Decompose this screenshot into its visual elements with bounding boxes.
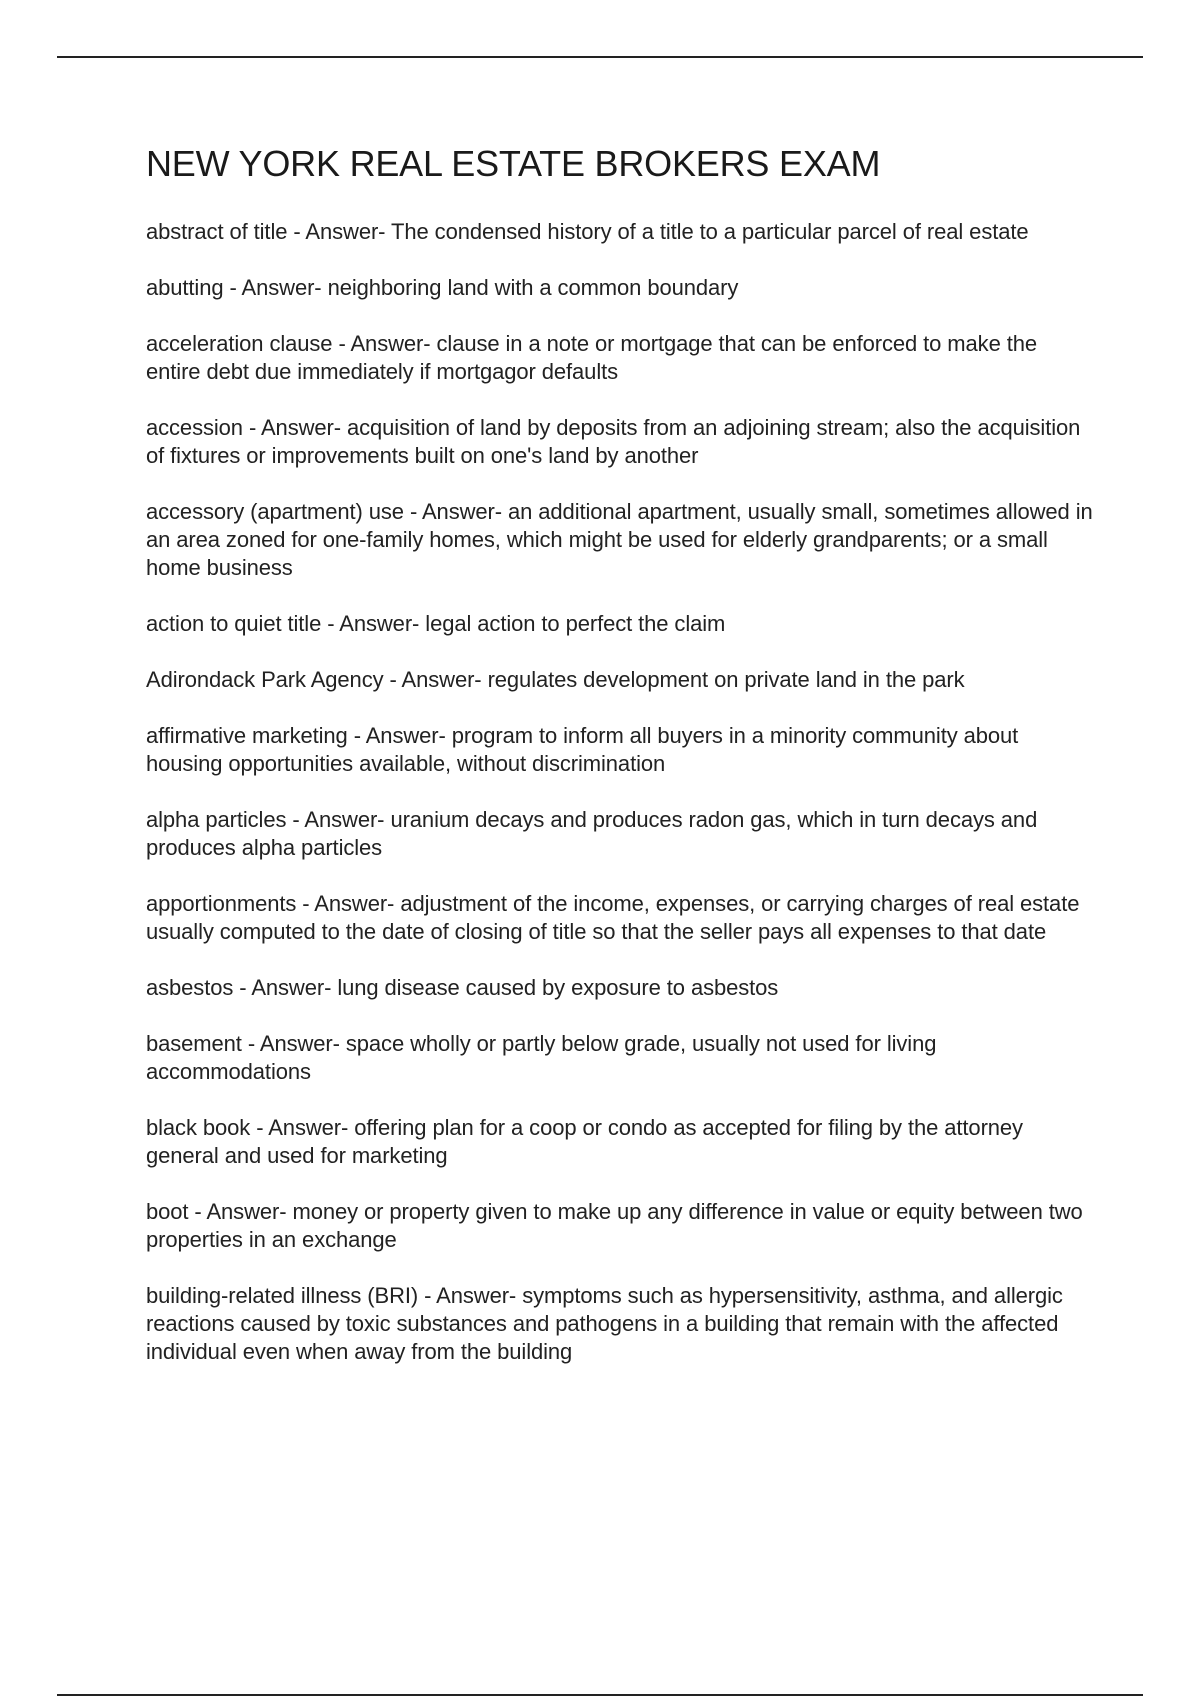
answer-label: Answer- <box>305 219 386 244</box>
entry-term: boot - <box>146 1199 206 1224</box>
glossary-entry <box>146 274 1096 302</box>
glossary-entry <box>146 218 1096 246</box>
answer-label: Answer- <box>314 891 395 916</box>
entry-definition: neighboring land with a common boundary <box>327 275 739 300</box>
entry-definition: lung disease caused by exposure to asbestos <box>337 975 779 1000</box>
answer-label: Answer- <box>241 275 322 300</box>
entry-term: black book - <box>146 1115 268 1140</box>
entry-term: alpha particles - <box>146 807 304 832</box>
glossary-entry <box>146 610 1096 638</box>
entry-definition: adjustment of the income, expenses, or carrying charges of real estate usually computed to the date of closing of title so that the seller pays all expenses to that date <box>146 891 1080 944</box>
answer-label: Answer- <box>259 1031 340 1056</box>
entry-term: accession - <box>146 415 261 440</box>
glossary-entry <box>146 330 1096 386</box>
entry-term: Adirondack Park Agency - <box>146 667 402 692</box>
answer-label: Answer- <box>304 807 385 832</box>
entry-term: apportionments - <box>146 891 314 916</box>
entry-definition: offering plan for a coop or condo as accepted for filing by the attorney general and used for marketing <box>146 1115 1023 1168</box>
entry-definition: The condensed history of a title to a particular parcel of real estate <box>391 219 1029 244</box>
entry-term: action to quiet title - <box>146 611 339 636</box>
entry-definition: money or property given to make up any difference in value or equity between two properties in an exchange <box>146 1199 1083 1252</box>
entry-definition: program to inform all buyers in a minority community about housing opportunities available, without discrimination <box>146 723 1019 776</box>
answer-label: Answer- <box>421 499 502 524</box>
glossary-entry <box>146 1198 1096 1254</box>
glossary-entry <box>146 666 1096 694</box>
answer-label: Answer- <box>401 667 482 692</box>
entry-definition: symptoms such as hypersensitivity, asthma, and allergic reactions caused by toxic substances and pathogens in a building that remain with the affected individual even when away from the building <box>146 1283 1063 1364</box>
glossary-entry <box>146 806 1096 862</box>
answer-label: Answer- <box>206 1199 287 1224</box>
entry-term: affirmative marketing - <box>146 723 366 748</box>
entry-definition: space wholly or partly below grade, usually not used for living accommodations <box>146 1031 937 1084</box>
entry-definition: uranium decays and produces radon gas, which in turn decays and produces alpha particles <box>146 807 1038 860</box>
document-body <box>146 140 1096 1394</box>
answer-label: Answer- <box>268 1115 349 1140</box>
answer-label: Answer- <box>251 975 332 1000</box>
answer-label: Answer- <box>365 723 446 748</box>
answer-label: Answer- <box>260 415 341 440</box>
entry-term: asbestos - <box>146 975 251 1000</box>
glossary-entry <box>146 890 1096 946</box>
glossary-entry <box>146 722 1096 778</box>
glossary-entry <box>146 414 1096 470</box>
entry-definition: legal action to perfect the claim <box>425 611 726 636</box>
entry-definition: regulates development on private land in the park <box>487 667 965 692</box>
entry-term: acceleration clause - <box>146 331 350 356</box>
entry-definition: clause in a note or mortgage that can be enforced to make the entire debt due immediately if mortgagor defaults <box>146 331 1038 384</box>
answer-label: Answer- <box>339 611 420 636</box>
entry-definition: acquisition of land by deposits from an adjoining stream; also the acquisition of fixtures or improvements built on one's land by another <box>146 415 1081 468</box>
entry-term: accessory (apartment) use - <box>146 499 422 524</box>
top-divider <box>57 56 1143 58</box>
answer-label: Answer- <box>436 1283 517 1308</box>
entry-term: basement - <box>146 1031 260 1056</box>
entry-term: building-related illness (BRI) - <box>146 1283 436 1308</box>
bottom-divider <box>57 1694 1143 1696</box>
glossary-list <box>146 218 1096 1366</box>
entry-definition: an additional apartment, usually small, sometimes allowed in an area zoned for one-family homes, which might be used for elderly grandparents; or a small home business <box>146 499 1093 580</box>
glossary-entry <box>146 1030 1096 1086</box>
glossary-entry <box>146 1282 1096 1366</box>
glossary-entry <box>146 498 1096 582</box>
glossary-entry <box>146 1114 1096 1170</box>
entry-term: abutting - <box>146 275 242 300</box>
glossary-entry <box>146 974 1096 1002</box>
entry-term: abstract of title - <box>146 219 305 244</box>
answer-label: Answer- <box>350 331 431 356</box>
document-title: NEW YORK REAL ESTATE BROKERS EXAM <box>146 143 881 184</box>
